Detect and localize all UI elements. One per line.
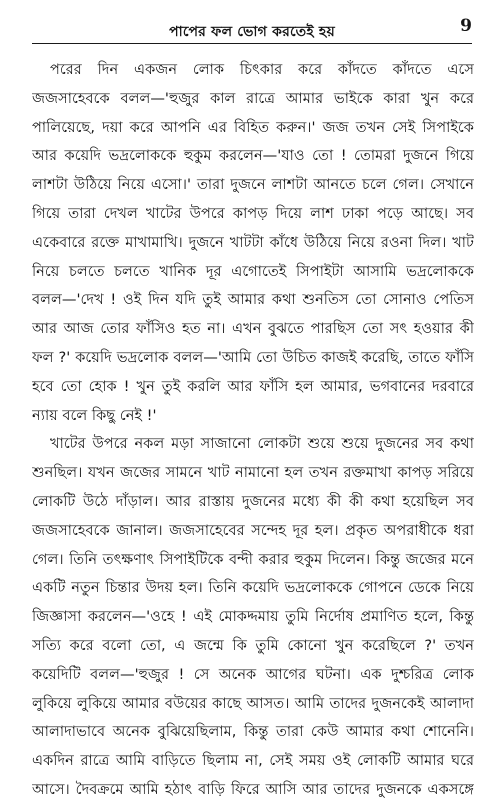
text-line: আলাদাভাবে অনেক বুঝিয়েছিলাম, কিন্তু তারা কেউ আমার কথা শোনেনি। [32, 723, 474, 741]
text-line: লাশটা উঠিয়ে নিয়ে এসো।' তারা দুজনে লাশটা আনতে চলে গেল। সেখানে [32, 176, 474, 194]
text-line: একদিন রাত্রে আমি বাড়িতে ছিলাম না, সেই সময় ওই লোকটি আমার ঘরে [32, 752, 474, 770]
text-line: আসে। দৈবক্রমে আমি হঠাৎ বাড়ি ফিরে আসি আর তাদের দুজনকে একসঙ্গে [32, 780, 474, 798]
running-title: পাপের ফল ভোগ করতেই হয় [169, 24, 335, 40]
text-line: নিয়ে চলতে চলতে খানিক দূর এগোতেই সিপাইটা আসামি ভদ্রলোককে [32, 262, 474, 280]
text-line: পরের দিন একজন লোক চিৎকার করে কাঁদতে কাঁদতে এসে [50, 61, 474, 78]
text-line: জজসাহেবকে বলল—'হুজুর কাল রাত্রে আমার ভাইকে কারা খুন করে [32, 89, 474, 107]
text-line: আর আজ তোর ফাঁসিও হত না। এখন বুঝতে পারছিস তো সৎ হওয়ার কী [32, 320, 474, 338]
paragraph-2 [32, 430, 474, 804]
page-number: 9 [460, 16, 472, 36]
text-line: খাটের উপরে নকল মড়া সাজানো লোকটা শুয়ে শুয়ে দুজনের সব কথা [50, 435, 474, 453]
text-line: ন্যায় বলে কিছু নেই !' [32, 406, 157, 424]
text-line: সত্যি করে বলো তো, এ জন্মে কি তুমি কোনো খুন করেছিলে ?' তখন [32, 636, 474, 654]
text-line: লোকটি উঠে দাঁড়াল। আর রাস্তায় দুজনের মধ্যে কী কী কথা হয়েছিল সব [32, 492, 474, 510]
text-line: জজসাহেবকে জানাল। জজসাহেবের সন্দেহ দূর হল। প্রকৃত অপরাধীকে ধরা [32, 521, 474, 539]
body-text [32, 56, 474, 805]
text-line: গিয়ে তারা দেখল খাটের উপরে কাপড় দিয়ে লাশ ঢাকা পড়ে আছে। সব [32, 204, 474, 222]
text-line: ফল ?' কয়েদি ভদ্রলোক বলল—'আমি তো উচিত কাজই করেছি, তাতে ফাঁসি [32, 348, 474, 366]
text-line: লুকিয়ে লুকিয়ে আমার বউয়ের কাছে আসত। আমি তাদের দুজনকেই আলাদা [32, 694, 474, 712]
text-line: একটি নতুন চিন্তার উদয় হল। তিনি কয়েদি ভদ্রলোককে গোপনে ডেকে নিয়ে [32, 579, 474, 597]
page-header [32, 14, 472, 42]
text-line: শুনছিল। যখন জজের সামনে খাট নামানো হল তখন রক্তমাখা কাপড় সরিয়ে [32, 464, 474, 482]
text-line: একেবারে রক্তে মাখামাখি। দুজনে খাটটা কাঁধে উঠিয়ে নিয়ে রওনা দিল। খাট [32, 233, 474, 251]
text-line: বলল—'দেখ ! ওই দিন যদি তুই আমার কথা শুনতিস তো সোনাও পেতিস [32, 291, 474, 309]
text-line: আর কয়েদি ভদ্রলোককে হুকুম করলেন—'যাও তো ! তোমরা দুজনে গিয়ে [32, 147, 474, 165]
text-line: জিজ্ঞাসা করলেন—'ওহে ! এই মোকদ্দমায় তুমি নির্দোষ প্রমাণিত হলে, কিন্তু [32, 608, 474, 626]
paragraph-1 [32, 56, 474, 430]
text-line: হবে তো হোক ! খুন তুই করলি আর ফাঁসি হল আমার, ভগবানের দরবারে [32, 377, 474, 395]
text-line: গেল। তিনি তৎক্ষণাৎ সিপাইটিকে বন্দী করার হুকুম দিলেন। কিন্তু জজের মনে [32, 550, 474, 568]
header-rule [32, 43, 472, 44]
text-line: পালিয়েছে, দয়া করে আপনি এর বিহিত করুন।' জজ তখন সেই সিপাইকে [32, 118, 474, 136]
text-line: কয়েদিটি বলল—'হুজুর ! সে অনেক আগের ঘটনা। এক দুশ্চরিত্র লোক [32, 665, 474, 683]
